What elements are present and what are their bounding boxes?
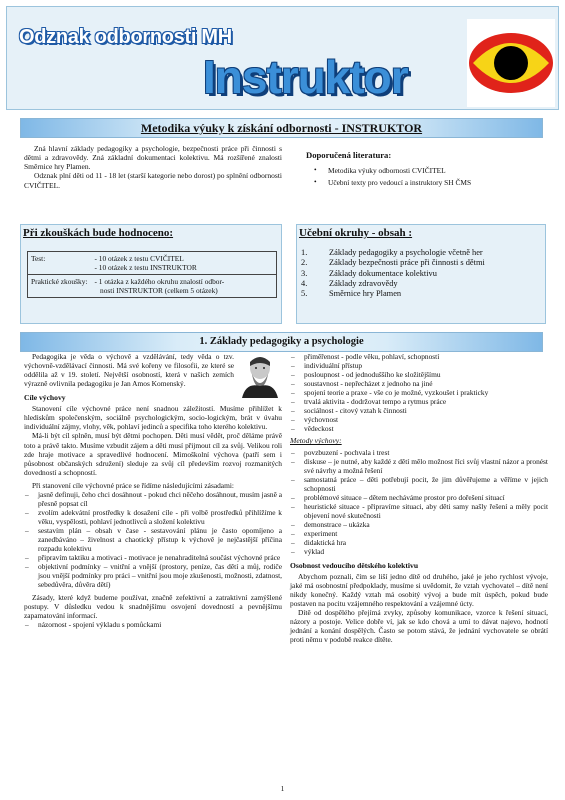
- list-item: – jasně definuji, čeho chci dosáhnout - pokud chci něčeho dosáhnout, musím jasně a přesně popsat cíl: [24, 490, 282, 508]
- evaluation-table: [27, 251, 277, 298]
- page-title: Metodika výuky k získání odbornosti - INSTRUKTOR: [140, 121, 423, 135]
- table-line: - 1 otázka z každého okruhu znalostí odbor-: [94, 277, 225, 287]
- list-item: – soustavnost - nepřecházet z jednoho na jiné: [290, 379, 548, 388]
- recommended-literature: [306, 150, 546, 189]
- topics-list: [301, 248, 541, 299]
- header-panel: [6, 6, 559, 110]
- table-row: [28, 252, 277, 275]
- paragraph: Stanovení cíle výchovné práce není snadnou záležitostí. Musíme přihlížet k hlediskům společenským, sociálně psychologickým, socio-logickým, brát v úvahu individuální zájmy, vlohy, věk, pohlaví jedinců a specifika toho kterého kolektivu.: [24, 404, 282, 432]
- list-item: – problémové situace – dětem necháváme prostor pro dořešení situací: [290, 493, 548, 502]
- list-item: – povzbuzení - pochvala i trest: [290, 448, 548, 457]
- list-item: 4. Základy zdravovědy: [301, 278, 398, 288]
- list-item: – didaktická hra: [290, 538, 548, 547]
- list-item: – vědeckost: [290, 424, 548, 433]
- list-item: 3. Základy dokumentace kolektivu: [301, 268, 437, 278]
- methods-list: [290, 448, 548, 556]
- list-item: 5. Směrnice hry Plamen: [301, 289, 402, 298]
- list-item: – názornost - spojení výkladu s pomůckami: [24, 620, 282, 629]
- section-banner: [20, 332, 543, 352]
- table-cell-label: Praktické zkoušky:: [31, 277, 88, 287]
- list-item: – sestavím plán – obsah v čase - sestavování plánu je často opomíjeno a zanedbáváno – živelnost a chaotický přístup k výchově je nejčastější příčina rozpadu kolektivu: [24, 526, 282, 553]
- paragraph: Dítě od dospělého přejímá zvyky, způsoby komunikace, vzorce k řešení situací, názory a postoje. Velice dobře ví, jak se kdo chová a umí to dávat najevo, hodnotí jednání a konání dospělých. Často se potom stává, že jednání vychovatele se obrátí proti němu v podobě reakce dítěte.: [290, 608, 548, 645]
- evaluation-box: [20, 224, 282, 324]
- table-line: nosti INSTRUKTOR (celkem 5 otázek): [94, 286, 218, 296]
- topics-heading: Učební okruhy - obsah :: [299, 227, 413, 239]
- list-item: – posloupnost - od jednoduššího ke složitějšímu: [290, 370, 548, 379]
- intro-text: [24, 144, 282, 190]
- badge-title: Odznak odbornosti MH: [19, 26, 232, 48]
- literature-heading: Doporučená literatura:: [306, 150, 392, 160]
- list-item: – objektivní podmínky – vnitřní a vnější (prostory, peníze, čas dětí a můj, rodiče jsou vnější podmínky pro práci – vnitřní jsou moje zkušenosti, možnosti, zdatnost, sebedůvěra, důvěra dětí): [24, 562, 282, 589]
- subheading: Cíle výchovy: [24, 393, 66, 403]
- page-title-banner: [20, 118, 543, 138]
- principles-list-right: [290, 352, 548, 433]
- list-item: – přiměřenost - podle věku, pohlaví, schopností: [290, 352, 548, 361]
- list-item: – zvolím adekvátní prostředky k dosažení cíle - při volbě prostředků přihlížíme k věku, vyspělosti, pohlaví jednotlivců a složení kolektivu: [24, 508, 282, 526]
- literature-item: • Učební texty pro vedoucí a instruktory SH ČMS: [314, 178, 546, 187]
- evaluation-heading: Při zkouškách bude hodnoceno:: [23, 227, 174, 239]
- list-item: – výklad: [290, 547, 548, 556]
- subheading: Osobnost vedoucího dětského kolektivu: [290, 560, 419, 570]
- left-column: [24, 352, 282, 629]
- list-item: 1. Základy pedagogiky a psychologie včetně her: [301, 248, 483, 257]
- komensky-portrait-icon: [238, 352, 282, 398]
- list-item: – demonstrace – ukázka: [290, 520, 548, 529]
- list-item: – sociálnost - citový vztah k činnosti: [290, 406, 548, 415]
- list-item: – připravím taktiku a motivaci - motivace je nenahraditelná součást výchovné práce: [24, 553, 282, 562]
- main-title: Instruktor: [203, 51, 408, 103]
- page-number: 1: [280, 784, 285, 793]
- section-title: 1. Základy pedagogiky a psychologie: [199, 336, 364, 347]
- table-cell-value: [92, 252, 277, 275]
- right-column: [290, 352, 548, 644]
- list-item: 2. Základy bezpečnosti práce při činnosti s dětmi: [301, 258, 485, 268]
- list-item: – heuristické situace - připravíme situaci, aby děti samy našly řešení a měly pocit objevení nové skutečnosti: [290, 502, 548, 520]
- principles-list: [24, 490, 282, 589]
- intro-paragraph: Odznak plní děti od 11 - 18 let (starší kategorie nebo dorost) po splnění odbornosti CVIČITEL.: [24, 171, 283, 190]
- table-line: - 10 otázek z testu CVIČITEL: [94, 254, 184, 263]
- paragraph: Pedagogika je věda o výchově a vzdělávání, tedy věda o tzv. výchovně-vzdělávací činnosti. Má své kořeny ve filosofii, ze které se oddělila až v 19. století. Největší osobností, která v našich zemích výrazně ovlivnila pedagogiku je Jan Amos Komenský.: [24, 352, 234, 389]
- paragraph: Abychom poznali, čím se liší jedno dítě od druhého, jaké je jeho rychlost vývoje, jaké má osobnostní předpoklady, musíme si uvědomit, že vztah vychovatel – dítě není nikdy konečný. Každý vztah má osobitý vývoj a bude mít úspěch, pokud bude postaven na pocitu vzájemného respektování a vzájemné úcty.: [290, 572, 548, 609]
- list-item: – spojení teorie a praxe - vše co je možné, vyzkoušet i prakticky: [290, 388, 548, 397]
- intro-paragraph: Zná hlavní základy pedagogiky a psychologie, bezpečnosti práce při činnosti s dětmi a zdravovědy. Zná základní dokumentaci kolektivu. Má rozšířené znalosti Směrnice hry Plamen.: [24, 144, 282, 172]
- literature-item: • Metodika výuky odbornosti CVIČITEL: [314, 166, 546, 175]
- list-item: – samostatná práce – děti potřebují pocit, že jim důvěřujeme a věříme v jejich schopnosti: [290, 475, 548, 493]
- principles-list-cont: [24, 620, 282, 629]
- table-row: [28, 275, 277, 298]
- list-item: – individuální přístup: [290, 361, 548, 370]
- list-item: – trvalá aktivita - dodržovat tempo a rytmus práce: [290, 397, 548, 406]
- list-item: – výchovnost: [290, 415, 548, 424]
- eye-logo-icon: [467, 19, 555, 107]
- table-cell-label: Test:: [28, 252, 92, 275]
- list-item: – diskuse – je nutné, aby každé z dětí mělo možnost říci svůj vlastní názor a pronést své návrhy a možná řešení: [290, 457, 548, 475]
- list-item: – experiment: [290, 529, 548, 538]
- table-cell-value: [92, 275, 277, 298]
- paragraph: Zásady, které když budeme používat, značně zefektivní a zatraktivní zamýšlené postupy. V důsledku vedou k snadnějšímu osvojení dovedností a pevnějšímu zapamatování informací.: [24, 593, 282, 621]
- paragraph: Při stanovení cíle výchovné práce se řídíme následujícími zásadami:: [32, 480, 234, 490]
- topics-box: [296, 224, 546, 324]
- table-line: - 10 otázek z testu INSTRUKTOR: [94, 263, 197, 273]
- paragraph: Má-li být cíl splněn, musí být dětmi pochopen. Děti musí vědět, proč děláme právě toto a právě takto. Musíme vzbudit zájem a děti musí přijmout cíl za svůj. Velikou roli zde hraje motivace a spravedlivé hodnocení. Mimoškolní výchova (patří sem i působnost občanských sdružení) sleduje za svůj cíl především rozvoj rozmanitých dovedností a schopností.: [24, 431, 282, 477]
- subheading: Metody výchovy:: [290, 436, 342, 446]
